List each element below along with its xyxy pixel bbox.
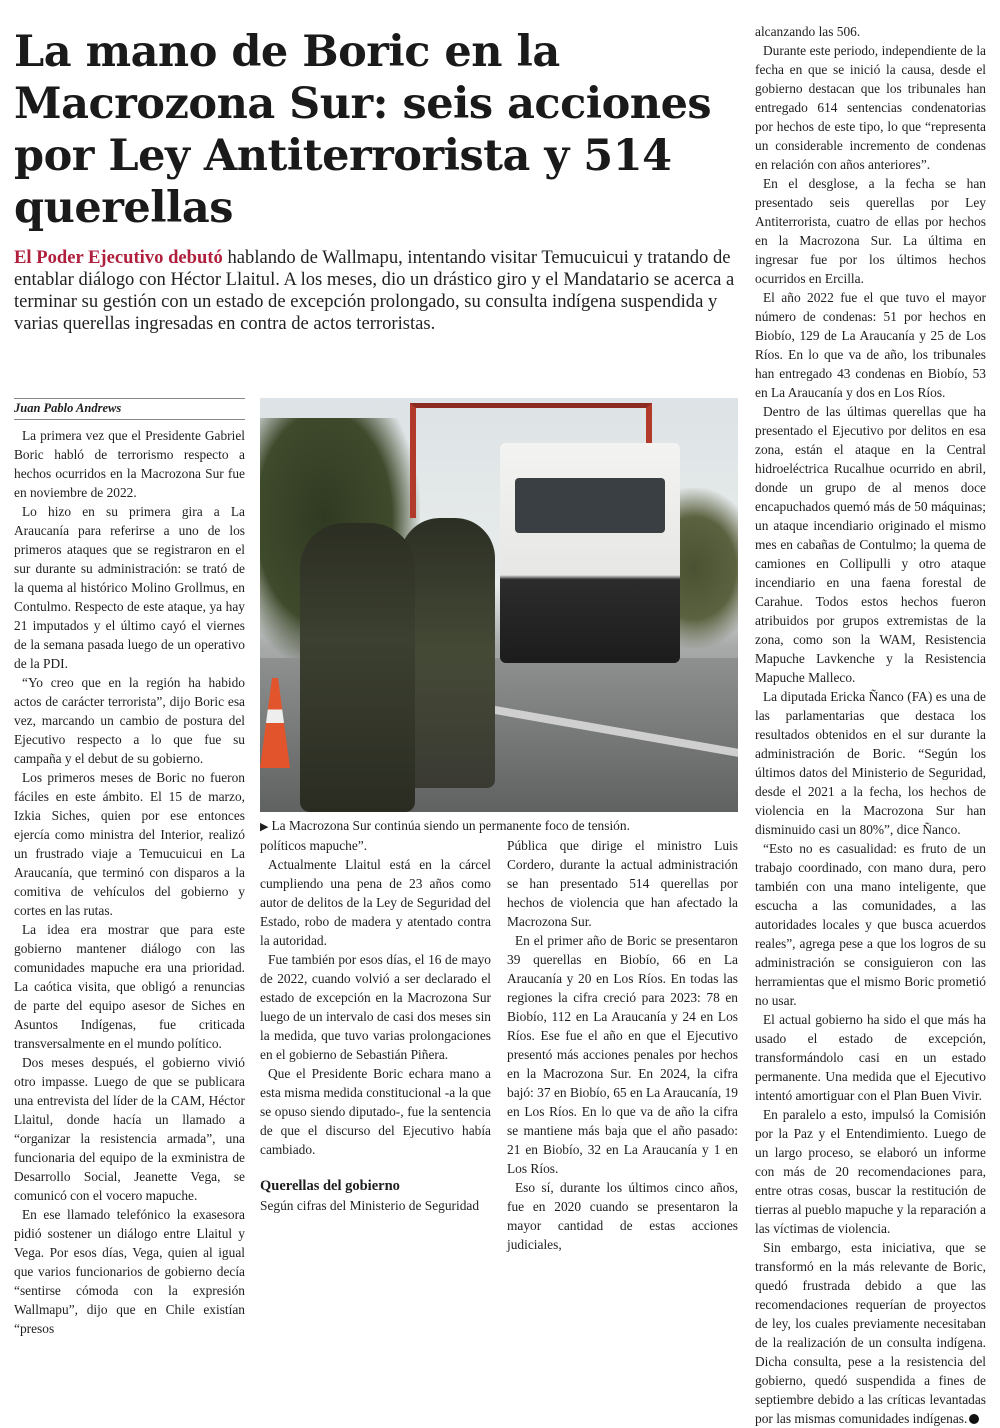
lead-paragraph (14, 247, 736, 335)
paragraph-text: Los primeros meses de Boric no fueron fáciles en este ámbito. El 15 de marzo, Izkia Siches, quien por ese entonces ejercía como ministra del Interior, realizó un frustrado viaje a Temucuicui en La Araucanía, que terminó con disparos a la comitiva de vehículos del gobierno y cortes en las rutas. (14, 770, 245, 918)
truck (500, 443, 680, 663)
body-paragraph (755, 402, 986, 687)
paragraph-text: “Yo creo que en la región ha habido actos de carácter terrorista”, dijo Boric esa vez, marcando un cambio de postura del Ejecutivo respecto a lo que fue su campaña y el debut de su gobierno. (14, 675, 245, 766)
article-photo (260, 398, 738, 812)
paragraph-text: Sin embargo, esta iniciativa, que se transformó en la más relevante de Boric, quedó frustrada debido a que las recomendaciones requerían de proyectos de ley, los cuales previamente necesitaban de la realización de un consulta indígena. Dicha consulta, pese a la resistencia del gobierno, quedó suspendida a fines de septiembre debido a las críticas levantadas por las mismas comunidades indígenas. (755, 1240, 986, 1426)
paragraph-text: Lo hizo en su primera gira a La Araucanía para referirse a uno de los primeros ataques que se registraron en el sur durante su administración: se trató de la quema al histórico Molino Grollmus, en Contulmo. Respecto de este ataque, ya hay 21 imputados y el último cayó el viernes de la semana pasada luego de un operativo de la PDI. (14, 504, 245, 671)
body-paragraph (14, 768, 245, 920)
paragraph-text: En paralelo a esto, impulsó la Comisión por la Paz y el Entendimiento. Luego de un largo proceso, se elaboró un informe con más de 20 recomendaciones para, entre otras cosas, buscar la restitución de tierras al pueblo mapuche y la reparación a las víctimas de violencia. (755, 1107, 986, 1236)
body-paragraph (755, 22, 986, 41)
paragraph-text: Pública que dirige el ministro Luis Cordero, durante la actual administración se han presentado 514 querellas por hechos de violencia que han afectado la Macrozona Sur. (507, 838, 738, 929)
body-paragraph (260, 1196, 491, 1215)
paragraph-text: El actual gobierno ha sido el que más ha usado el estado de excepción, transformándolo casi en un estado permanente. Una medida que el Ejecutivo intentó amortiguar con el Plan Buen Vivir. (755, 1012, 986, 1103)
paragraph-text: Durante este periodo, independiente de la fecha en que se inició la causa, desde el gobierno destacan que los tribunales han entregado 614 sentencias condenatorias por hechos de este tipo, lo que “representa un considerable incremento de condenas en relación con años anteriores”. (755, 43, 986, 172)
paragraph-text: El año 2022 fue el que tuvo el mayor número de condenas: 51 por hechos en Biobío, 129 de La Araucanía y 25 de Los Ríos. En lo que va de año, los tribunales han entregado 43 condenas en Biobío, 53 en La Araucanía y dos en Los Ríos. (755, 290, 986, 400)
paragraph-text: Según cifras del Ministerio de Seguridad (260, 1198, 480, 1213)
paragraph-text: La primera vez que el Presidente Gabriel Boric habló de terrorismo respecto a hechos ocurridos en la Macrozona Sur fue en noviembre de 2022. (14, 428, 245, 500)
headline: La mano de Boric en la Macrozona Sur: seis acciones por Ley Antiterrorista y 514 querellas (14, 27, 712, 233)
body-paragraph (14, 502, 245, 673)
body-paragraph (755, 174, 986, 288)
body-paragraph (755, 687, 986, 839)
paragraph-text: La idea era mostrar que para este gobierno mantener diálogo con las comunidades mapuche era una prioridad. La caótica visita, que obligó a renuncias de parte del equipo asesor de Siches en Asuntos Indígenas, fue criticada transversalmente en el mundo político. (14, 922, 245, 1051)
body-paragraph (507, 1178, 738, 1254)
article-column-2 (260, 836, 491, 1215)
body-paragraph (260, 836, 491, 855)
paragraph-text: políticos mapuche”. (260, 838, 368, 853)
caption-triangle-icon: ▶ (260, 821, 269, 833)
soldier-front (300, 523, 415, 812)
body-paragraph (507, 931, 738, 1178)
article-column-1 (14, 426, 245, 1338)
end-of-article-icon (969, 1414, 979, 1424)
body-paragraph (14, 426, 245, 502)
paragraph-text: “Esto no es casualidad: es fruto de un trabajo coordinado, con mano dura, pero también con una mano inteligente, que escucha a las comunidades, a las autoridades locales y que busca acuerdos reales”, agrega pese a que los logros de su administración se consiguieron con las herramientas que el mismo Boric prometió no usar. (755, 841, 986, 1008)
paragraph-text: Eso sí, durante los últimos cinco años, fue en 2020 cuando se presentaron la mayor cantidad de estas acciones judiciales, (507, 1180, 738, 1252)
body-paragraph (14, 1205, 245, 1338)
lead-text: hablando de Wallmapu, intentando visitar Temucuicui y tratando de entablar diálogo con Héctor Llaitul. A los meses, dio un drástico giro y el Mandatario se acerca a terminar su gestión con un estado de excepción prolongado, su consulta indígena suspendida y varias querellas ingresadas en contra de actos terroristas. (14, 247, 735, 334)
body-paragraph (507, 836, 738, 931)
body-paragraph (14, 673, 245, 768)
paragraph-text: En el primer año de Boric se presentaron 39 querellas en Biobío, 66 en La Araucanía y 20 en Los Ríos. En todas las regiones la cifra creció para 2023: 78 en Biobío, 112 en La Araucanía y 24 en Los Ríos. Ese fue el año en que el Ejecutivo presentó más acciones penales por hechos en la Macrozona Sur. En 2024, la cifra bajó: 37 en Biobío, 65 en La Araucanía, 19 en Los Ríos. En lo que va de año la cifra se mantiene más baja que el año pasado: 21 en Biobío, 32 en La Araucanía y 1 en Los Ríos. (507, 933, 738, 1176)
paragraph-text: En ese llamado telefónico la exasesora pidió sostener un diálogo entre Llaitul y Vega. Por esos días, Vega, quien al igual que varios funcionarios de gobierno decía “sentirse cómoda con la expresión Wallmapu”, dijo que en Chile existían “presos (14, 1207, 245, 1336)
body-paragraph (755, 41, 986, 174)
body-paragraph (14, 920, 245, 1053)
body-paragraph (755, 288, 986, 402)
body-paragraph (755, 1105, 986, 1238)
paragraph-text: Querellas del gobierno (260, 1178, 400, 1194)
photo-caption (260, 818, 738, 835)
truck-windshield (515, 478, 665, 533)
paragraph-text: Fue también por esos días, el 16 de mayo de 2022, cuando volvió a ser declarado el estado de excepción en la Macrozona Sur luego de un intervalo de casi dos meses sin la medida, que tuvo varias prolongaciones en el gobierno de Sebastián Piñera. (260, 952, 491, 1062)
paragraph-text: Actualmente Llaitul está en la cárcel cumpliendo una pena de 23 años como autor de delitos de la Ley de Seguridad del Estado, robo de madera y atentado contra la autoridad. (260, 857, 491, 948)
byline: Juan Pablo Andrews (14, 398, 245, 420)
paragraph-text: La diputada Ericka Ñanco (FA) es una de las parlamentarias que destaca los resultados obtenidos en el sur durante la administración de Boric. “Según los últimos datos del Ministerio de Seguridad, desde el 2021 a la fecha, los hechos de violencia en la Macrozona Sur han disminuido casi un 80%”, dice Ñanco. (755, 689, 986, 837)
paragraph-text: En el desglose, a la fecha se han presentado seis querellas por Ley Antiterrorista, cuatro de ellas por hechos en la Macrozona Sur. La última en ingresar fue por los últimos hechos ocurridos en Ercilla. (755, 176, 986, 286)
article-column-4 (755, 22, 986, 1428)
body-paragraph (755, 1010, 986, 1105)
body-paragraph (260, 1064, 491, 1159)
body-paragraph (260, 855, 491, 950)
body-paragraph (755, 839, 986, 1010)
article-column-3 (507, 836, 738, 1254)
paragraph-text: alcanzando las 506. (755, 24, 861, 39)
paragraph-text: Dos meses después, el gobierno vivió otro impasse. Luego de que se publicara una entrevista del líder de la CAM, Héctor Llaitul, donde hacía un llamado a “organizar la resistencia armada”, una funcionaria del equipo de la exministra de Desarrollo Social, Jeanette Vega, se comunicó con el vocero mapuche. (14, 1055, 245, 1203)
paragraph-text: Dentro de las últimas querellas que ha presentado el Ejecutivo por delitos en esa zona, están el ataque en la Central hidroeléctrica Rucalhue ocurrido en abril, donde un grupo de al menos doce encapuchados quemó más de 50 máquinas; un ataque incendiario originado el mismo mes en cabañas de Contulmo; la quema de camiones en Collipulli y otro ataque incendiario en una faena forestal de Carahue. Todos estos hechos fueron atribuidos por grupos extremistas de la zona, como son la WAM, Resistencia Mapuche Lavkenche y la Resistencia Mapuche Malleco. (755, 404, 986, 685)
body-paragraph (260, 950, 491, 1064)
body-paragraph (755, 1238, 986, 1428)
photo-caption-text: La Macrozona Sur continúa siendo un permanente foco de tensión. (271, 818, 630, 833)
lead-highlight: El Poder Ejecutivo debutó (14, 247, 223, 268)
body-paragraph (14, 1053, 245, 1205)
paragraph-text: Que el Presidente Boric echara mano a esta misma medida constitucional -a la que se opuso siendo diputado-, fue la sentencia de que el discurso del Ejecutivo había cambiado. (260, 1066, 491, 1157)
